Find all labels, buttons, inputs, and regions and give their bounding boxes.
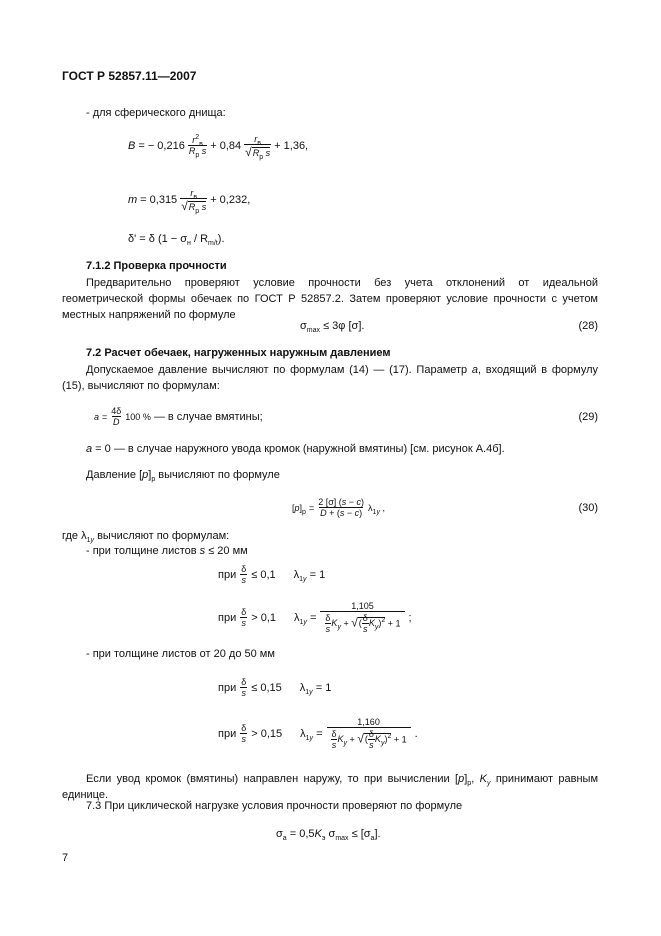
equation-number-30: (30): [578, 502, 598, 514]
thick-sheet-label: - при толщине листов от 20 до 50 мм: [86, 648, 275, 660]
formula-28: $\sigma_{max} \le 3\varphi$ [σ].: [300, 320, 365, 335]
thin-sheet-label: - при толщине листов s ≤ 20 мм: [86, 545, 248, 557]
section-7-1-2-title: 7.1.2 Проверка прочности: [86, 260, 227, 272]
section-7-2-text: Допускаемое давление вычисляют по формулам (14) — (17). Параметр a, входящий в формулу (15), вычисляют по формулам:: [62, 364, 598, 392]
where-line: где $\lambda_{1y}$ вычисляют по формулам:: [62, 530, 230, 545]
condition-thin-2: при $\frac{\delta}{s}$ > 0,1 $\lambda_{1y}$ = 1,105 $\frac{\delta}{s}$ $K_y$ + √( $\frac{\delta}{s}$ $K_y)^2 + 1$ ;: [218, 601, 412, 634]
page-header-title: ГОСТ Р 52857.11—2007: [62, 69, 197, 83]
equation-number-29: (29): [578, 411, 598, 423]
spherical-head-label: - для сферического днища:: [86, 107, 226, 119]
condition-thick-1: при $\frac{\delta}{s}$ ≤ 0,15 $\lambda_{1y} = 1$: [218, 677, 332, 698]
condition-thick-2: при $\frac{\delta}{s}$ > 0,15 $\lambda_{1y}$ = 1,160 $\frac{\delta}{s}$ $K_y$ + √( $\frac{\delta}{s}$ $K_y)^2 + 1$ .: [218, 717, 418, 750]
pressure-intro: Давление $[p]_p$ вычисляют по формуле: [86, 469, 280, 484]
formula-29-tail: — в случае вмятины;: [153, 411, 263, 423]
formula-B: B = − 0,216 $\frac{r^2_в}{R_p s}$ + 0,84 $\frac{r_в}{√R_p s}$ + 1,36,: [128, 133, 309, 161]
a-zero-line: a = 0 — в случае наружного увода кромок (наружной вмятины) [см. рисунок А.4б].: [86, 443, 505, 455]
section-7-1-2-text: Предварительно проверяют условие прочности без учета отклонений от идеальной геометрической формы обечаек по ГОСТ Р 52857.2. Затем проверяют условие прочности с учетом местных напряжений по формуле: [62, 277, 598, 321]
formula-7-3: $\sigma_a = 0,5K_э$ $\sigma_{max} \le [\sigma_a]$.: [276, 828, 381, 843]
outward-dent-note: Если увод кромок (вмятины) направлен наружу, то при вычислении $[p]_p$, $K_y$ принимают равным единице.: [62, 773, 599, 801]
formula-29: a = $\frac{4\delta}{D}$ 100 % — в случае вмятины;: [94, 406, 263, 427]
equation-number-28: (28): [578, 320, 598, 332]
section-7-3-text: 7.3 При циклической нагрузке условия прочности проверяют по формуле: [86, 800, 463, 812]
formula-30: $[p]_p$ = $\frac{2 [\sigma] (s - c)}{D + (s - c)}$ $\lambda_{1y}$ ,: [292, 497, 385, 518]
formula-delta-prime: δ' = δ $(1 - \sigma_н / R_{m/t})$.: [128, 233, 225, 248]
section-7-2-title: 7.2 Расчет обечаек, нагруженных наружным давлением: [86, 347, 391, 359]
formula-m: m = 0,315 $\frac{r_в}{√R_p s}$ + 0,232,: [128, 187, 251, 215]
condition-thin-1: при $\frac{\delta}{s}$ ≤ 0,1 $\lambda_{1y} = 1$: [218, 564, 326, 585]
page-number: 7: [62, 852, 69, 864]
